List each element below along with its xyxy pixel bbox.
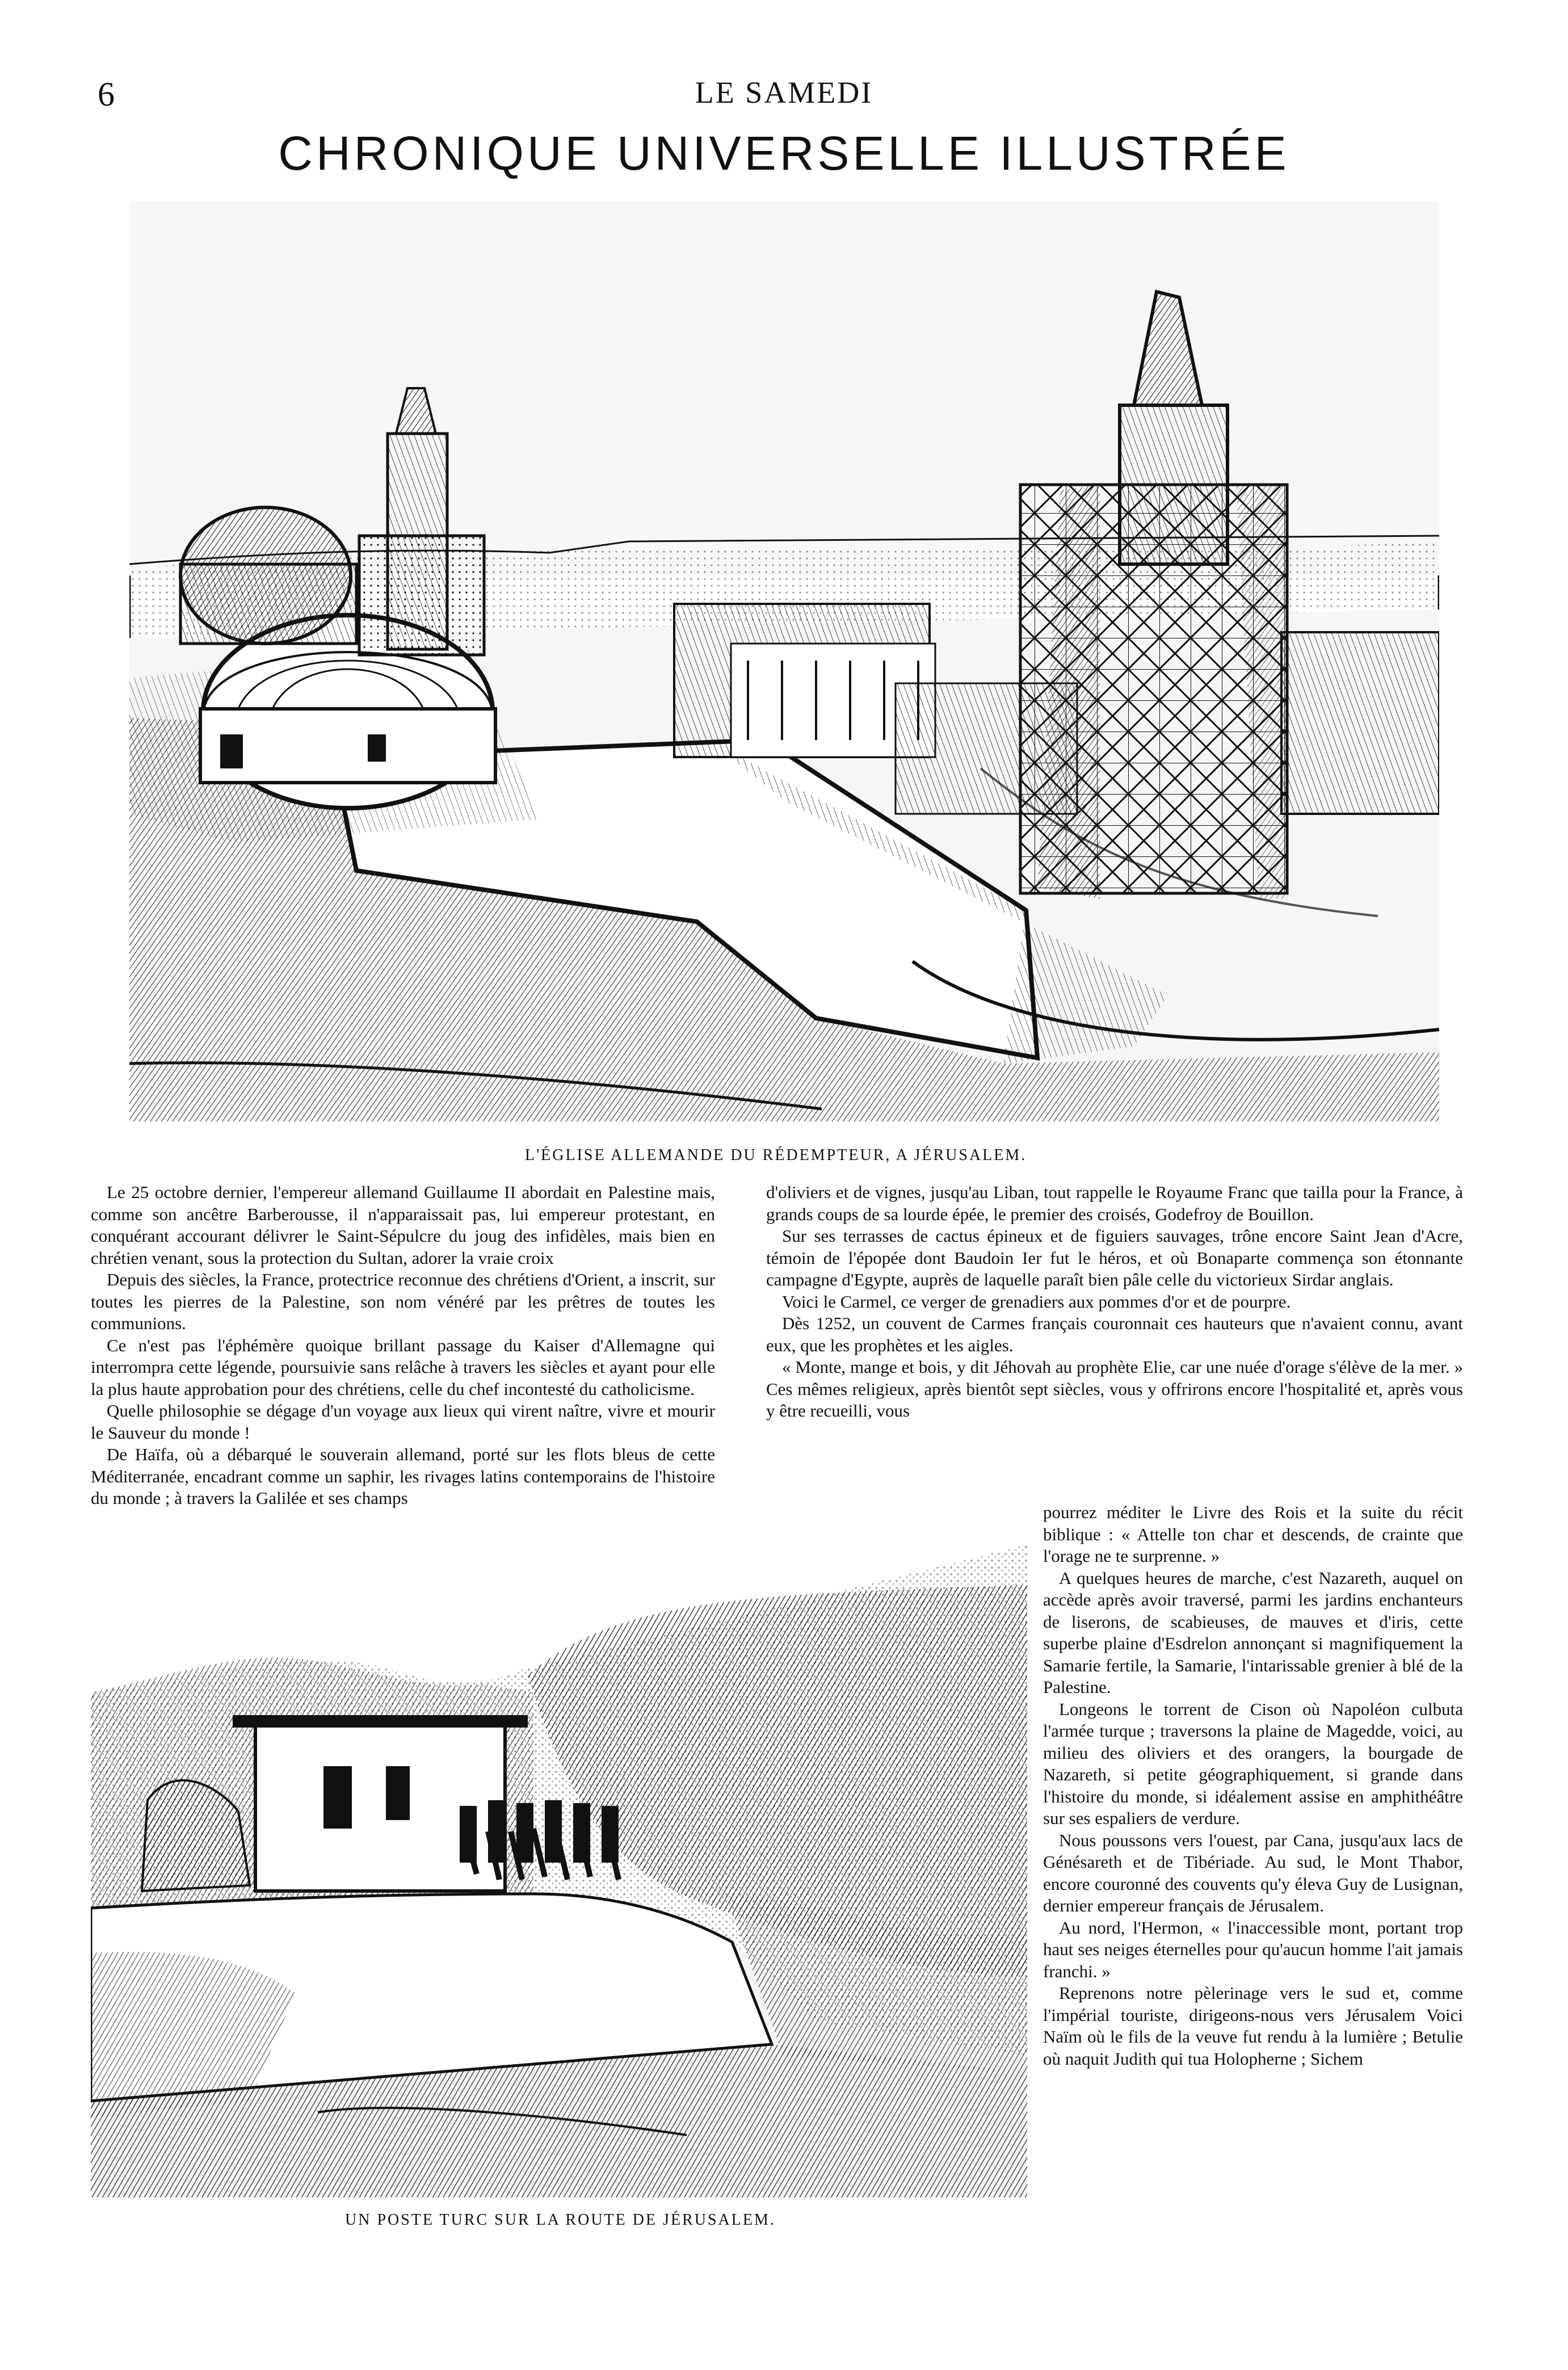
article-paragraph: Sur ses terrasses de cactus épineux et de figuiers sauvages, trône encore Saint Jean d'Acre, témoin de l'épopée dont Baudoin Ier fut le héros, et où Bonaparte commença son étonnante campagne d'Egypte, auprès de laquelle paraît bien pâle celle du victorieux Sirdar anglais. bbox=[766, 1226, 1463, 1289]
article-paragraph: d'oliviers et de vignes, jusqu'au Liban, tout rappelle le Royaume Franc que tailla pour la France, à grands coups de sa lourde épée, le premier des croisés, Godefroy de Bouillon. bbox=[766, 1182, 1463, 1224]
church-caption: L'ÉGLISE ALLEMANDE DU RÉDEMPTEUR, A JÉRUSALEM. bbox=[525, 1146, 1027, 1164]
article-paragraph: De Haïfa, où a débarqué le souverain allemand, porté sur les flots bleus de cette Méditerranée, encadrant comme un saphir, les rivages latins contemporains de l'histoire du monde ; à travers la Galilée et ses champs bbox=[91, 1444, 715, 1508]
article-paragraph: Au nord, l'Hermon, « l'inaccessible mont, portant trop haut ses neiges éternelles pour qu'aucun homme l'ait jamais franchi. » bbox=[1043, 1917, 1463, 1981]
turkish-post-illustration bbox=[91, 1545, 1027, 2197]
article-paragraph: Dès 1252, un couvent de Carmes français couronnait ces hauteurs que n'avaient connu, avant eux, que les prophètes et les aigles. bbox=[766, 1313, 1463, 1355]
page-number: 6 bbox=[98, 75, 115, 113]
chronicle-title: CHRONIQUE UNIVERSELLE ILLUSTRÉE bbox=[278, 127, 1290, 180]
article-paragraph: Nous poussons vers l'ouest, par Cana, jusqu'aux lacs de Génésareth et de Tibériade. Au sud, le Mont Thabor, encore couronné des couvents qu'y éleva Guy de Lusignan, dernier empereur français de Jérusalem. bbox=[1043, 1830, 1463, 1915]
journal-title: LE SAMEDI bbox=[695, 75, 873, 110]
article-paragraph: Voici le Carmel, ce verger de grenadiers aux pommes d'or et de pourpre. bbox=[782, 1291, 1291, 1312]
turkish-post-caption: UN POSTE TURC SUR LA ROUTE DE JÉRUSALEM. bbox=[345, 2211, 776, 2229]
article-paragraph: pourrez méditer le Livre des Rois et la suite du récit biblique : « Attelle ton char et descends, de crainte que l'orage ne te surprenne. » bbox=[1043, 1502, 1463, 1566]
article-paragraph: « Monte, mange et bois, y dit Jéhovah au prophète Elie, car une nuée d'orage s'élève de la mer. » Ces mêmes religieux, après bientôt sept siècles, vous y offrirons encore l'hospitalité et, après vous y être recueilli, vous bbox=[766, 1357, 1463, 1421]
article-paragraph: A quelques heures de marche, c'est Nazareth, auquel on accède après avoir traversé, parmi les jardins enchanteurs de liserons, de scabieuses, de mauves et d'iris, cette superbe plaine d'Esdrelon annonçant si magnifiquement la Samarie fertile, la Samarie, l'intarissable grenier à blé de la Palestine. bbox=[1043, 1568, 1463, 1697]
article-paragraph: Reprenons notre pèlerinage vers le sud et, comme l'impérial touriste, dirigeons-nous vers Jérusalem Voici Naïm où le fils de la veuve fut rendu à la lumière ; Betulie où naquit Judith qui tua Holopherne ; Sichem bbox=[1043, 1983, 1463, 2069]
article-paragraph: Le 25 octobre dernier, l'empereur allemand Guillaume II abordait en Palestine mais, comme son ancêtre Barberousse, il n'apparaissait pas, lui empereur protestant, en conquérant accourant délivrer le Saint-Sépulcre du joug des infidèles, mais bien en chrétien venant, sous la protection du Sultan, adorer la vraie croix bbox=[91, 1182, 715, 1268]
article-paragraph: Longeons le torrent de Cison où Napoléon culbuta l'armée turque ; traversons la plaine de Magedde, voici, au milieu des oliviers et des orangers, la bourgade de Nazareth, si petite géographiquement, si grande dans l'histoire du monde, si idéalement assise en amphithéâtre sur ses espaliers de verdure. bbox=[1043, 1699, 1463, 1828]
article-paragraph: Ce n'est pas l'éphémère quoique brillant passage du Kaiser d'Allemagne qui interrompra cette légende, poursuivie sans relâche à travers les siècles et ayant pour elle la plus haute approbation pour des chrétiens, celle du chef incontesté du catholicisme. bbox=[91, 1335, 715, 1399]
jerusalem-church-illustration bbox=[129, 201, 1439, 1121]
article-column-left bbox=[91, 1182, 715, 1510]
article-column-narrow bbox=[1043, 1502, 1463, 2070]
road-post-engraving-image bbox=[91, 1545, 1027, 2197]
article-paragraph: Depuis des siècles, la France, protectrice reconnue des chrétiens d'Orient, a inscrit, sur toutes les pierres de la Palestine, son nom vénéré par les prêtres de toutes les communions. bbox=[91, 1270, 715, 1333]
article-column-right bbox=[766, 1182, 1463, 1422]
article-paragraph: Quelle philosophie se dégage d'un voyage aux lieux qui virent naître, vivre et mourir le Sauveur du monde ! bbox=[91, 1401, 715, 1443]
church-engraving-image bbox=[129, 201, 1439, 1121]
